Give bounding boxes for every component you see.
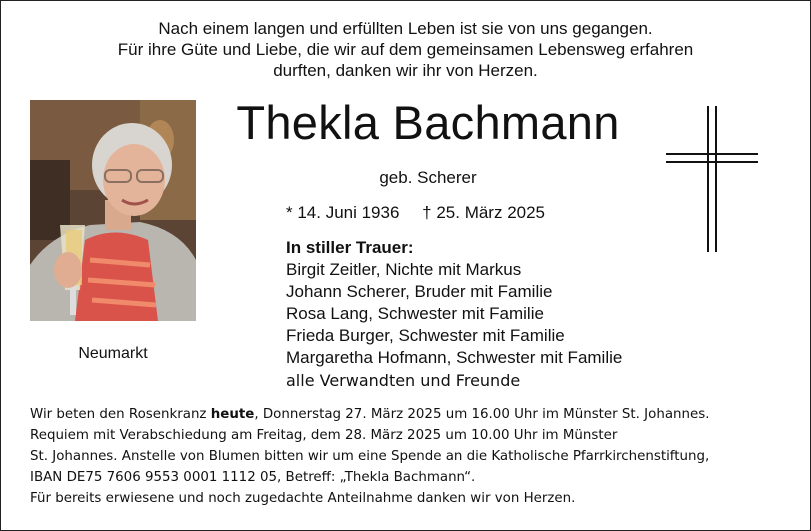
- mourners-closing: alle Verwandten und Freunde: [286, 371, 521, 390]
- intro-text: [0, 18, 811, 81]
- service-details: [30, 404, 790, 509]
- footer-line-5: Für bereits erwiesene und noch zugedachte Anteilnahme danken wir von Herzen.: [30, 491, 576, 506]
- born-name: geb. Scherer: [379, 168, 477, 187]
- rosary-today: heute: [210, 407, 255, 422]
- intro-line-1: Nach einem langen und erfüllten Leben ist sie von uns gegangen.: [158, 19, 653, 38]
- mourner-item: Birgit Zeitler, Nichte mit Markus: [286, 260, 522, 279]
- mourner-item: Rosa Lang, Schwester mit Familie: [286, 304, 544, 323]
- mourners-list: [286, 237, 622, 393]
- portrait-illustration: [30, 100, 196, 321]
- rosary-text: Wir beten den Rosenkranz: [30, 407, 211, 422]
- photo-caption: Neumarkt: [78, 345, 148, 362]
- mourners-heading: In stiller Trauer:: [286, 238, 414, 257]
- birth-date: * 14. Juni 1936: [286, 203, 400, 222]
- cross-icon: [664, 104, 760, 254]
- mourner-item: Margaretha Hofmann, Schwester mit Familie: [286, 348, 623, 367]
- footer-line-3: St. Johannes. Anstelle von Blumen bitten wir um eine Spende an die Katholische Pfarrkirchenstiftung,: [30, 449, 710, 464]
- rosary-time: , Donnerstag 27. März 2025 um 16.00 Uhr im Münster St. Johannes.: [254, 407, 710, 422]
- intro-line-3: durften, danken wir ihr von Herzen.: [273, 61, 538, 80]
- deceased-name: Thekla Bachmann: [236, 96, 620, 149]
- intro-line-2: Für ihre Güte und Liebe, die wir auf dem gemeinsamen Lebensweg erfahren: [117, 40, 694, 59]
- death-date: † 25. März 2025: [422, 203, 546, 222]
- mourner-item: Johann Scherer, Bruder mit Familie: [286, 282, 553, 301]
- life-dates: [286, 203, 563, 223]
- mourner-item: Frieda Burger, Schwester mit Familie: [286, 326, 565, 345]
- portrait-photo: [30, 100, 196, 321]
- footer-line-1: [30, 404, 790, 425]
- footer-line-2: Requiem mit Verabschiedung am Freitag, dem 28. März 2025 um 10.00 Uhr im Münster: [30, 428, 618, 443]
- footer-line-4: IBAN DE75 7606 9553 0001 1112 05, Betreff: „Thekla Bachmann“.: [30, 470, 476, 485]
